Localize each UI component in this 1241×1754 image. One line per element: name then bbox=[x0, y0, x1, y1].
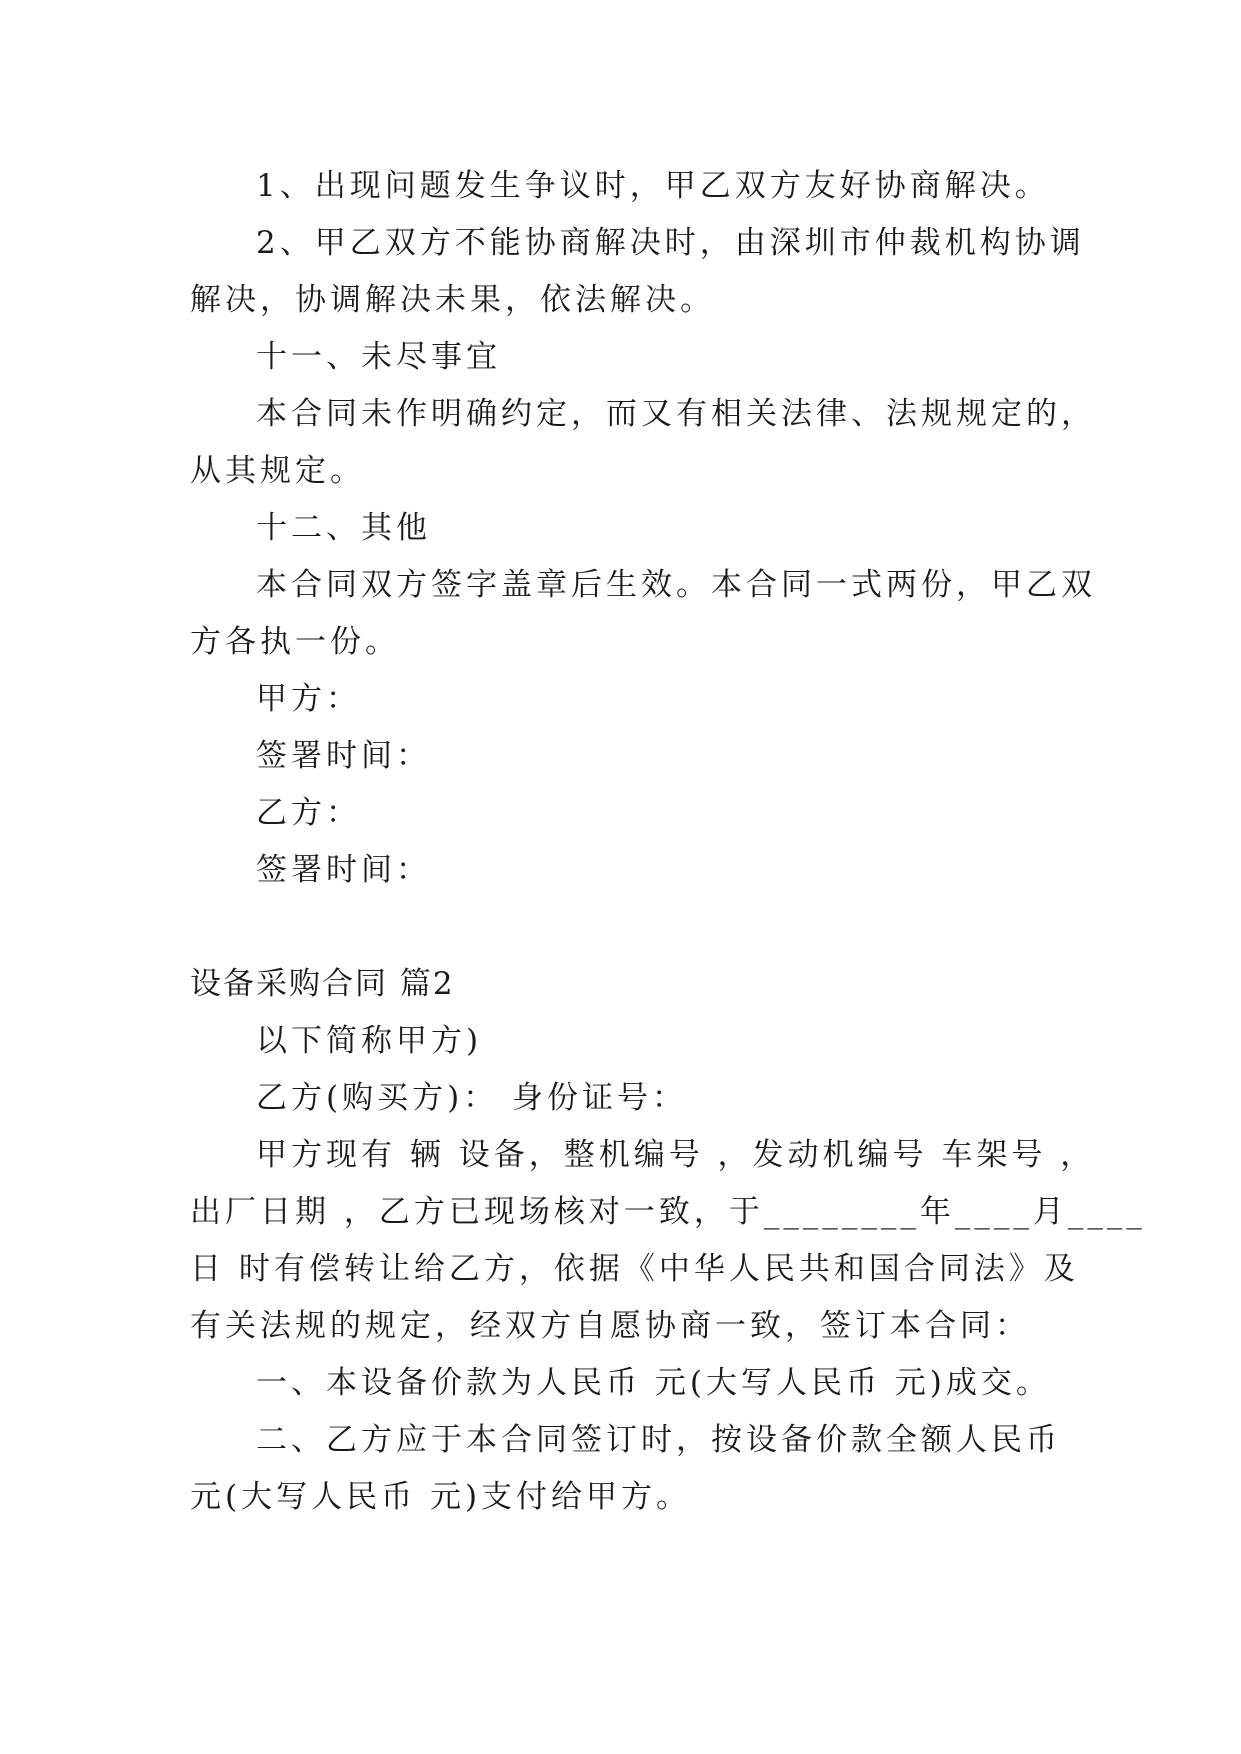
paragraph-dispute-1: 1、出现问题发生争议时，甲乙双方友好协商解决。 bbox=[256, 168, 1050, 204]
paragraph-equipment-cont-1: 出厂日期 ，乙方已现场核对一致，于________年____月____ bbox=[190, 1194, 1146, 1230]
party-a-label: 甲方： bbox=[256, 681, 361, 717]
paragraph-dispute-2: 2、甲乙双方不能协商解决时，由深圳市仲裁机构协调 bbox=[256, 225, 1085, 261]
document-title: 设备采购合同 篇2 bbox=[190, 966, 455, 1002]
section-heading-12: 十二、其他 bbox=[256, 510, 431, 546]
paragraph-equipment: 甲方现有 辆 设备，整机编号 ，发动机编号 车架号 ， bbox=[256, 1137, 1096, 1173]
clause-price: 一、本设备价款为人民币 元(大写人民币 元)成交。 bbox=[256, 1365, 1051, 1401]
party-a-sign-date: 签署时间： bbox=[256, 738, 431, 774]
clause-payment: 二、乙方应于本合同签订时，按设备价款全额人民币 bbox=[256, 1422, 1061, 1458]
paragraph-equipment-cont-2: 日 时有偿转让给乙方，依据《中华人民共和国合同法》及 bbox=[190, 1251, 1079, 1287]
paragraph-other: 本合同双方签字盖章后生效。本合同一式两份，甲乙双 bbox=[256, 567, 1096, 603]
paragraph-unspecified: 本合同未作明确约定，而又有相关法律、法规规定的， bbox=[256, 396, 1096, 432]
clause-payment-cont: 元(大写人民币 元)支付给甲方。 bbox=[190, 1479, 692, 1515]
section-heading-11: 十一、未尽事宜 bbox=[256, 339, 501, 375]
paragraph-dispute-2-cont: 解决，协调解决未果，依法解决。 bbox=[190, 282, 715, 318]
party-b-intro: 乙方(购买方)： 身份证号： bbox=[256, 1080, 688, 1116]
paragraph-other-cont: 方各执一份。 bbox=[190, 624, 400, 660]
party-b-sign-date: 签署时间： bbox=[256, 852, 431, 888]
party-a-intro: 以下简称甲方) bbox=[256, 1023, 483, 1059]
paragraph-equipment-cont-3: 有关法规的规定，经双方自愿协商一致，签订本合同： bbox=[190, 1308, 1030, 1344]
paragraph-unspecified-cont: 从其规定。 bbox=[190, 453, 365, 489]
party-b-label: 乙方： bbox=[256, 795, 361, 831]
